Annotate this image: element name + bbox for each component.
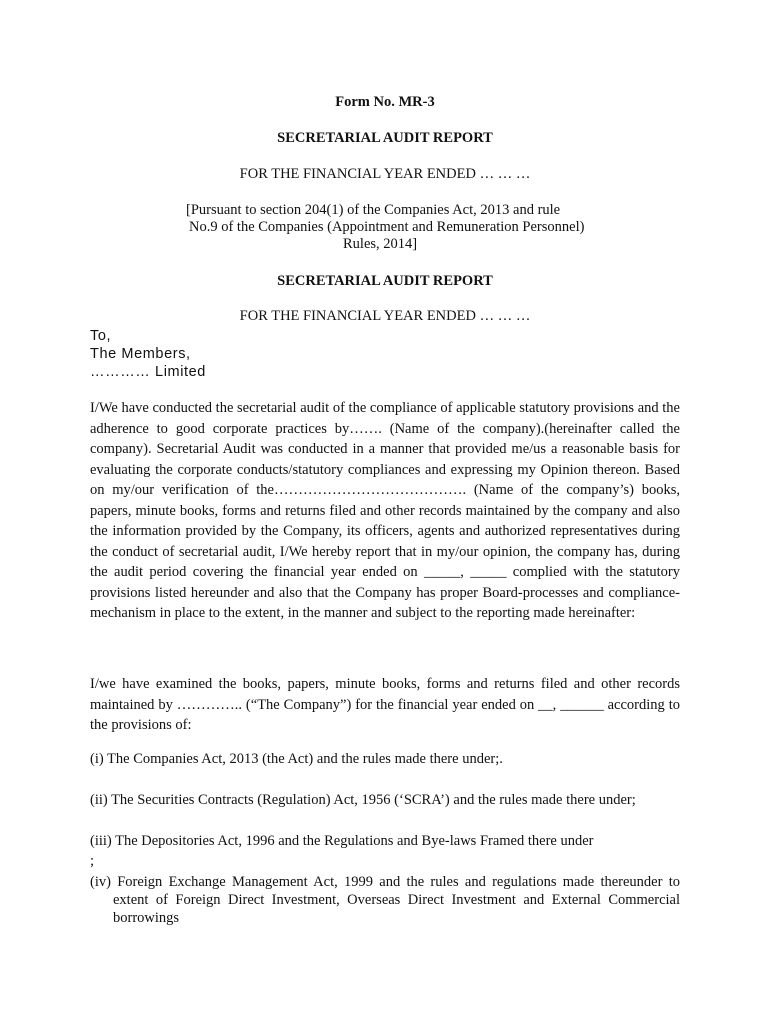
report-title-repeat: SECRETARIAL AUDIT REPORT: [277, 273, 493, 289]
form-number: Form No. MR-3: [335, 94, 435, 110]
address-members: The Members,: [90, 346, 191, 362]
financial-year-line: FOR THE FINANCIAL YEAR ENDED … … …: [239, 166, 531, 182]
pursuant-block: [186, 202, 586, 253]
list-item-iii: (iii) The Depositories Act, 1996 and the Regulations and Bye-laws Framed there under: [90, 833, 594, 849]
list-item-iv: (iv) Foreign Exchange Management Act, 1999 and the rules and regulations made thereunder to extent of Foreign Direct Investment, Overseas Direct Investment and External Commercial borrowings: [90, 874, 680, 926]
report-title: SECRETARIAL AUDIT REPORT: [277, 130, 493, 146]
examination-paragraph: I/we have examined the books, papers, minute books, forms and returns filed and other records maintained by ………….. (“The Company”) for the financial year ended on __, ______ according to the provisions of:: [90, 676, 680, 733]
list-item-i: (i) The Companies Act, 2013 (the Act) and the rules made there under;.: [90, 751, 503, 767]
address-company: ………… Limited: [90, 364, 206, 380]
address-to: To,: [90, 328, 112, 344]
pursuant-line-1: [Pursuant to section 204(1) of the Companies Act, 2013 and rule: [186, 202, 561, 218]
pursuant-line-3: Rules, 2014]: [343, 236, 418, 252]
audit-paragraph: I/We have conducted the secretarial audit of the compliance of applicable statutory provisions and the adherence to good corporate practices by……. (Name of the company).(hereinafter called the company). Secretarial Audit was conducted in a manner that provided me/us a reasonable basis for evaluating the corporate conducts/statutory compliances and expressing my Opinion thereon. Based on my/our verification of the…………………………………. (Name of the company’s) books, papers, minute books, forms and returns filed and other records maintained by the company and also the information provided by the Company, its officers, agents and authorized representatives during the conduct of secretarial audit, I/We hereby report that in my/our opinion, the company has, during the audit period covering the financial year ended on _____, _____ complied with the statutory provisions listed hereunder and also that the Company has proper Board-processes and compliance-mechanism in place to the extent, in the manner and subject to the reporting made hereinafter:: [90, 400, 680, 621]
list-item-iii-tail: ;: [90, 853, 95, 869]
financial-year-line-repeat: FOR THE FINANCIAL YEAR ENDED … … …: [239, 308, 531, 324]
list-item-ii: (ii) The Securities Contracts (Regulation) Act, 1956 (‘SCRA’) and the rules made there under;: [90, 792, 636, 808]
pursuant-line-2: No.9 of the Companies (Appointment and Remuneration Personnel): [189, 219, 585, 235]
